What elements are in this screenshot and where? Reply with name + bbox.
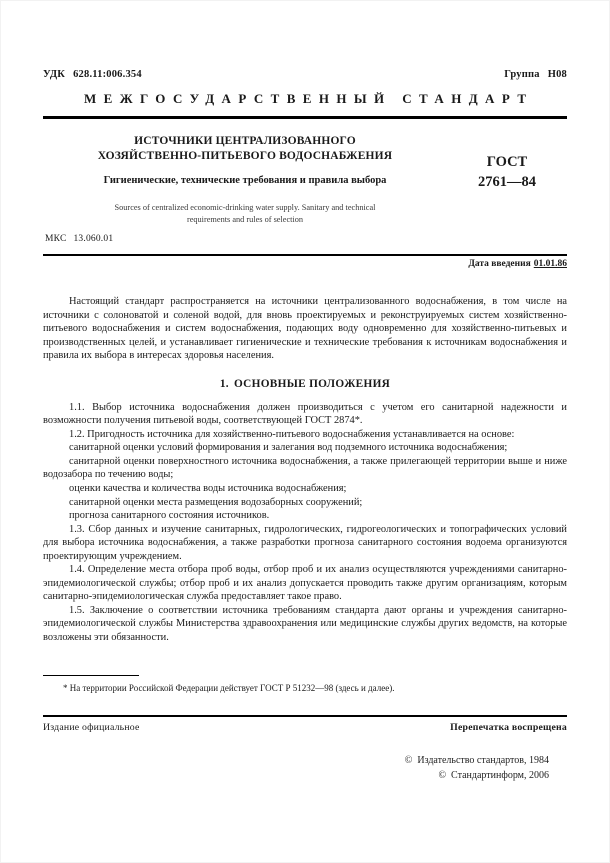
document-title-english xyxy=(43,202,447,226)
footnote-separator xyxy=(43,675,139,676)
udk-block xyxy=(43,69,142,80)
list-item: санитарной оценки места размещения водозаборных сооружений; xyxy=(69,496,363,508)
preamble-paragraph: Настоящий стандарт распространяется на источники централизованного водоснабжения, в том числе на источники с солоноватой и соленой водой, для вновь проектируемых и реконструируемых систем хозяйственно-питьевого водоснабжения и систем водоснабжения, подающих воду одновременно для хозяйственно-питьевых и производственных целей, и устанавливает гигиенические и технические требования к источникам водоснабжения и правила их выбора в интересах здоровья населения. xyxy=(43,296,567,362)
page-content xyxy=(43,1,567,863)
clause-1-3: 1.3. Сбор данных и изучение санитарных, гидрологических, гидрогеологических и топографических условий для выбора источника водоснабжения, а также разработки прогноза санитарного состояния водоема организуются проектирующим учреждением. xyxy=(43,523,567,562)
title-left-column xyxy=(43,134,447,226)
title-block xyxy=(43,134,567,226)
english-line-2: requirements and rules of selection xyxy=(186,215,304,225)
rule-footer xyxy=(43,715,567,717)
introduction-date xyxy=(43,259,567,269)
copyright-symbol: © xyxy=(404,755,413,766)
document-meta-row xyxy=(43,69,567,80)
mks-value: 13.060.01 xyxy=(73,234,114,244)
section-number: 1. xyxy=(219,377,229,390)
title-line-2: ХОЗЯЙСТВЕННО-ПИТЬЕВОГО ВОДОСНАБЖЕНИЯ xyxy=(97,149,393,162)
clause-1-5: 1.5. Заключение о соответствии источника требованиям стандарта дают органы и учреждения санитарно-эпидемиологической службы Министерства здравоохранения или медицинские службы других ведомств, на которые возложены эти обязанности. xyxy=(43,604,567,644)
udk-value: 628.11:006.354 xyxy=(73,69,142,80)
english-line-1: Sources of centralized economic-drinking water supply. Sanitary and technical xyxy=(114,203,376,213)
footer-row xyxy=(43,722,567,733)
reprint-notice: Перепечатка воспрещена xyxy=(450,722,567,733)
copyright-publisher-1: Издательство стандартов, 1984 xyxy=(417,755,549,766)
document-title xyxy=(43,134,447,163)
introduction-date-value: 01.01.86 xyxy=(533,259,567,269)
group-block xyxy=(504,69,567,80)
clause-1-1: 1.1. Выбор источника водоснабжения должен производиться с учетом его санитарной надежности и возможности получения питьевой воды, соответствующей ГОСТ 2874*. xyxy=(43,401,567,427)
list-item: оценки качества и количества воды источника водоснабжения; xyxy=(69,483,347,495)
edition-notice: Издание официальное xyxy=(43,722,140,733)
clause-1-2-list xyxy=(43,441,567,522)
title-line-1: ИСТОЧНИКИ ЦЕНТРАЛИЗОВАННОГО xyxy=(134,135,356,147)
rule-middle xyxy=(43,254,567,256)
group-value: Н08 xyxy=(547,69,567,80)
rule-top xyxy=(43,116,567,119)
udk-label: УДК xyxy=(43,69,66,80)
document-body xyxy=(43,295,567,645)
list-item: прогноза санитарного состояния источников. xyxy=(69,510,270,522)
mks-label: МКС xyxy=(45,234,67,244)
section-heading xyxy=(43,378,567,390)
mks-block xyxy=(45,234,113,244)
clause-1-4: 1.4. Определение места отбора проб воды, отбор проб и их анализ осуществляются учреждениями санитарно-эпидемиологической службы; отбор проб и их анализ допускается проводить также другим организациям, которым санитарно-эпидемиологическая служба предоставляет такое право. xyxy=(43,564,567,603)
gost-designation xyxy=(447,134,567,192)
copyright-line-1 xyxy=(43,753,549,768)
gost-word: ГОСТ xyxy=(486,154,528,170)
document-subtitle: Гигиенические, технические требования и правила выбора xyxy=(103,175,387,187)
copyright-publisher-2: Стандартинформ, 2006 xyxy=(451,770,549,781)
list-item: санитарной оценки поверхностного источника водоснабжения, а также прилегающей территории выше и ниже водозабора по течению воды; xyxy=(43,455,567,481)
footnote-text: * На территории Российской Федерации действует ГОСТ Р 51232—98 (здесь и далее). xyxy=(63,683,395,693)
list-item: санитарной оценки условий формирования и залегания вод подземного источника водоснабжения; xyxy=(69,442,508,454)
introduction-date-label: Дата введения xyxy=(468,259,531,269)
group-label: Группа xyxy=(504,69,540,80)
copyright-line-2 xyxy=(43,768,549,783)
standard-banner: МЕЖГОСУДАРСТВЕННЫЙ СТАНДАРТ xyxy=(83,91,534,106)
copyright-symbol: © xyxy=(438,770,447,781)
section-title: ОСНОВНЫЕ ПОЛОЖЕНИЯ xyxy=(233,377,391,390)
clause-1-2: 1.2. Пригодность источника для хозяйственно-питьевого водоснабжения устанавливается на основе: xyxy=(69,428,515,440)
copyright-block xyxy=(43,753,567,783)
gost-number: 2761—84 xyxy=(478,173,536,190)
